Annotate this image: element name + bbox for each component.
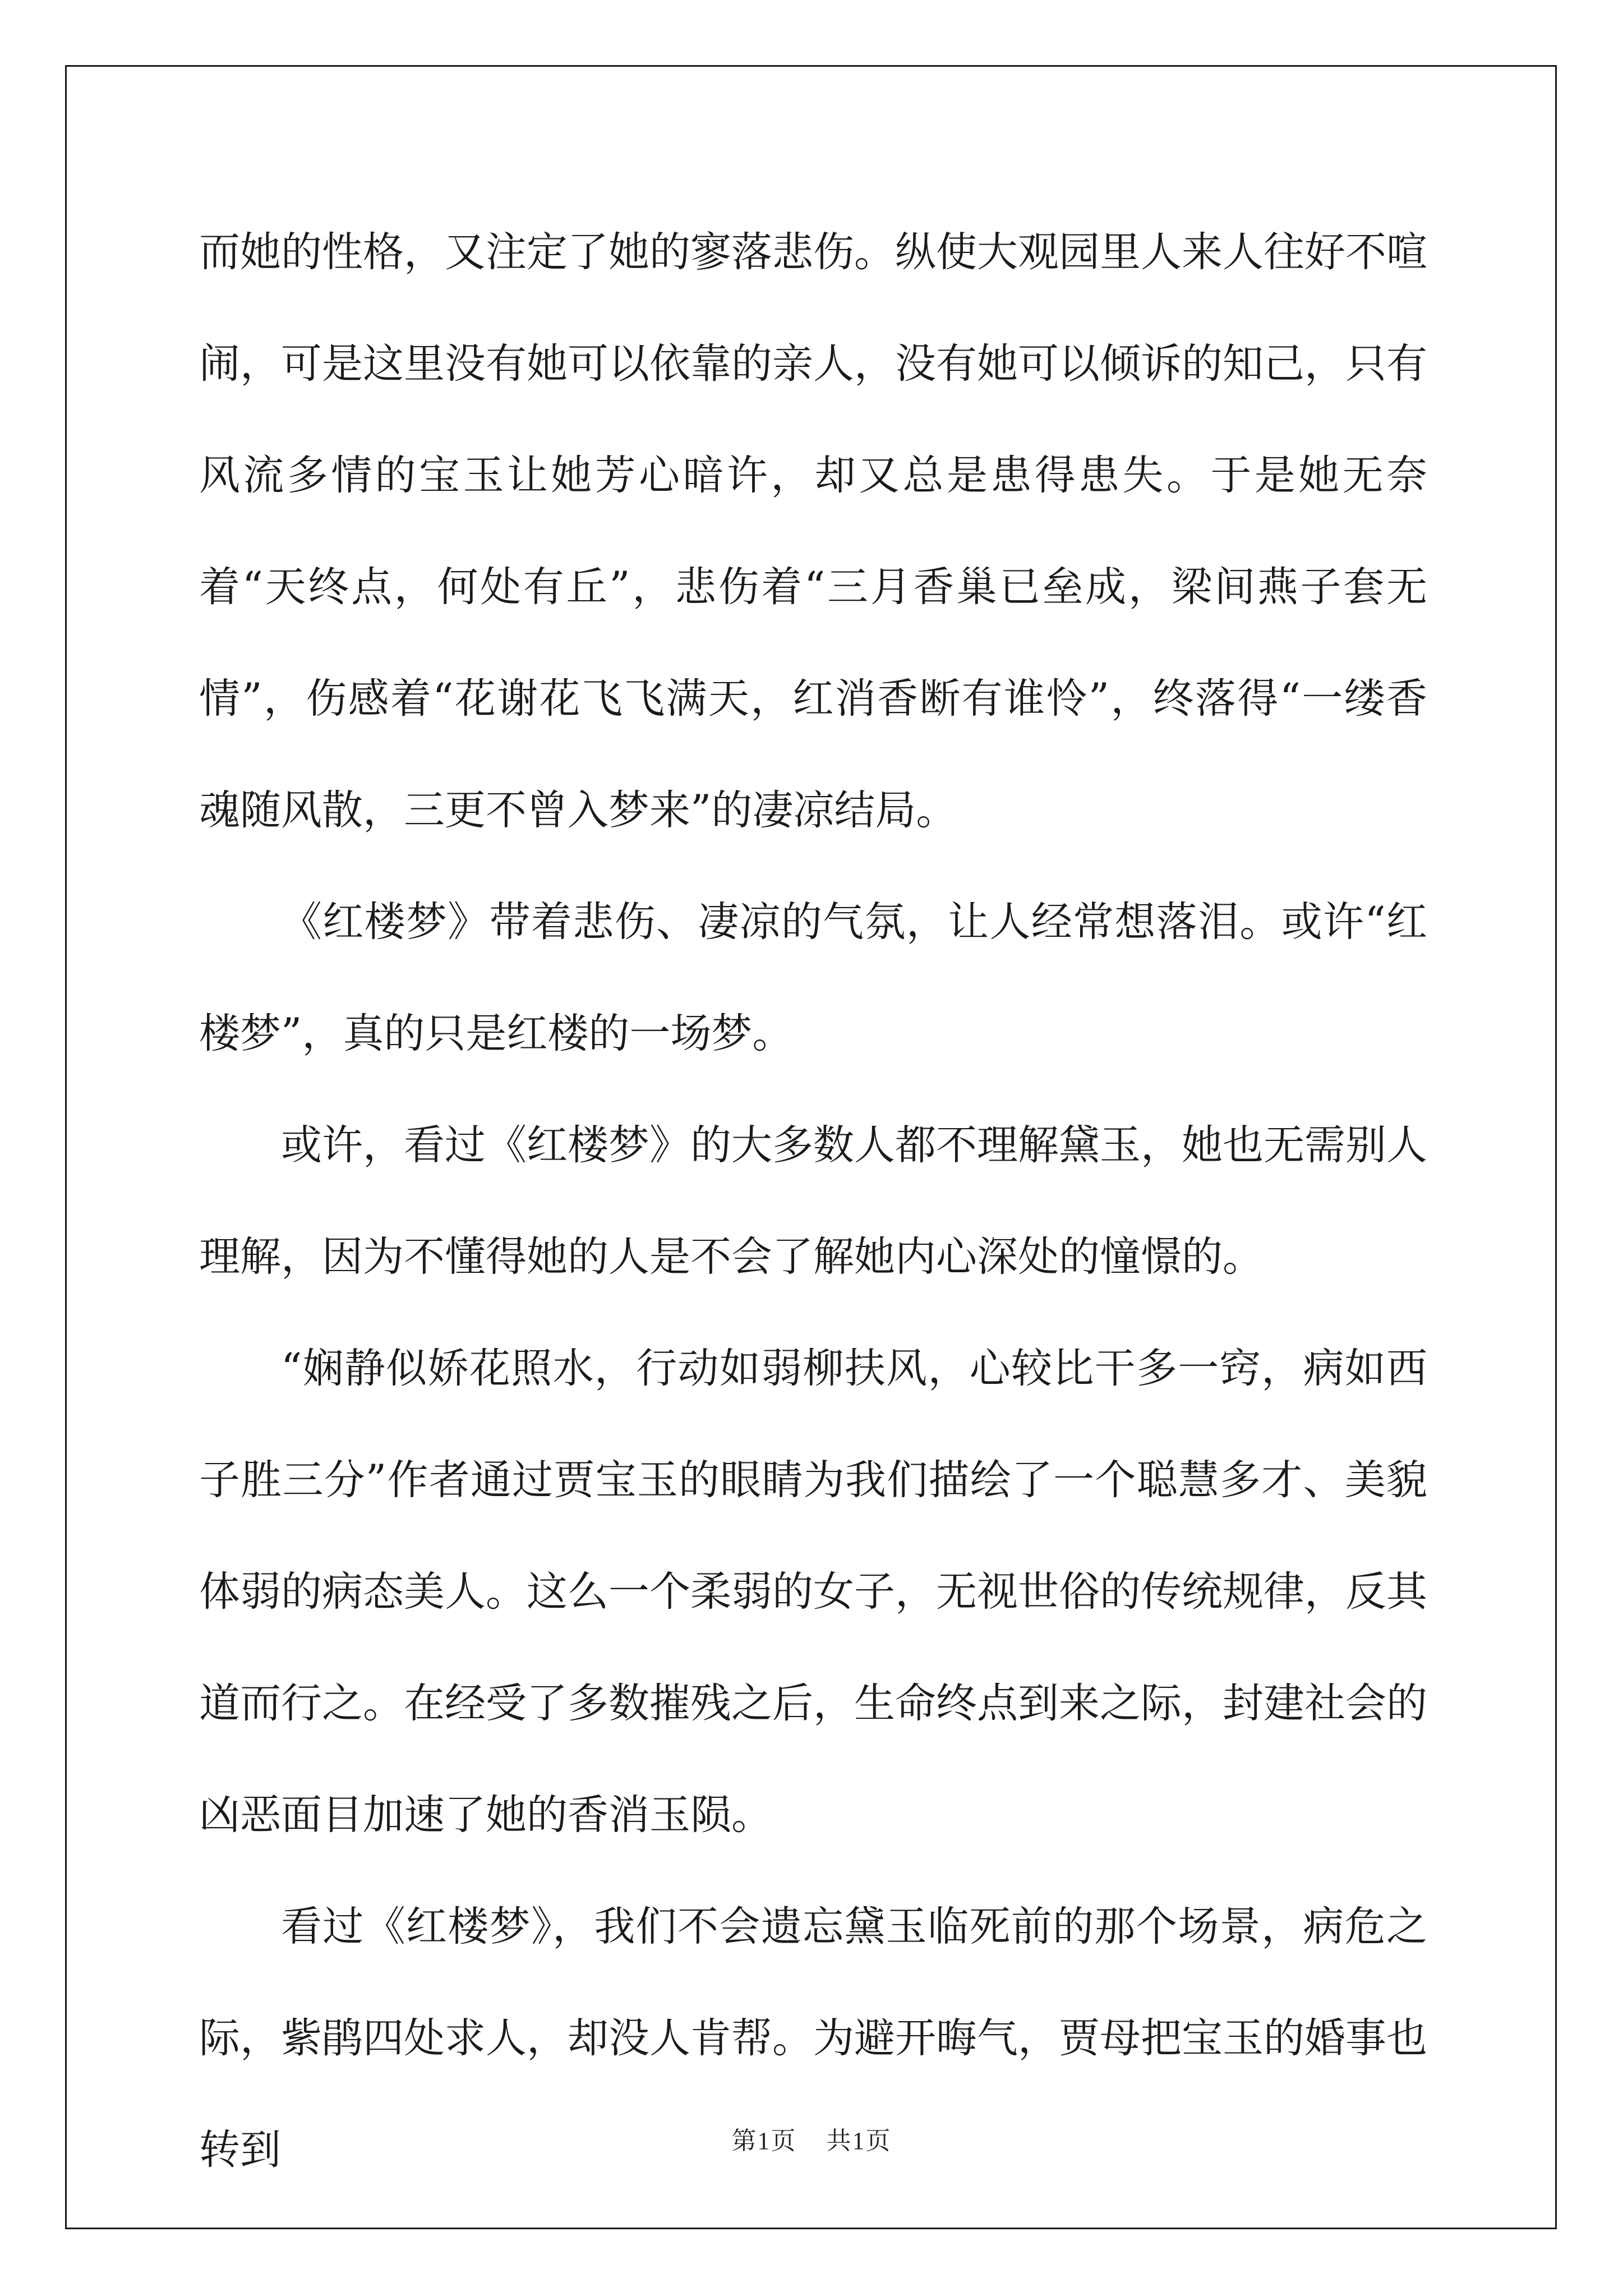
paragraph-5: 看过《红楼梦》，我们不会遗忘黛玉临死前的那个场景，病危之际，紫鹃四处求人，却没人肯帮。为避开晦气，贾母把宝玉的婚事也转到 (199, 1903, 1427, 2174)
document-body (199, 196, 1427, 2206)
page-number-current: 第1页 (731, 2127, 797, 2155)
page-number-total: 共1页 (826, 2127, 892, 2155)
paragraph-3: 或许，看过《红楼梦》的大多数人都不理解黛玉，她也无需别人理解，因为不懂得她的人是不会了解她内心深处的憧憬的。 (199, 1121, 1427, 1281)
paragraph-4: “娴静似娇花照水，行动如弱柳扶风，心较比干多一窍，病如西子胜三分”作者通过贾宝玉的眼睛为我们描绘了一个聪慧多才、美貌体弱的病态美人。这么一个柔弱的女子，无视世俗的传统规律，反其道而行之。在经受了多数摧残之后，生命终点到来之际，封建社会的凶恶面目加速了她的香消玉陨。 (199, 1345, 1427, 1839)
paragraph-1: 而她的性格，又注定了她的寥落悲伤。纵使大观园里人来人往好不喧闹，可是这里没有她可以依靠的亲人，没有她可以倾诉的知己，只有风流多情的宝玉让她芳心暗许，却又总是患得患失。于是她无奈着“天终点，何处有丘”，悲伤着“三月香巢已垒成，梁间燕子套无情”，伤感着“花谢花飞飞满天，红消香断有谁怜”，终落得“一缕香魂随风散，三更不曾入梦来”的凄凉结局。 (199, 228, 1427, 834)
page-footer (0, 2120, 1623, 2156)
paragraph-2: 《红楼梦》带着悲伤、凄凉的气氛，让人经常想落泪。或许“红楼梦”，真的只是红楼的一场梦。 (199, 898, 1427, 1057)
